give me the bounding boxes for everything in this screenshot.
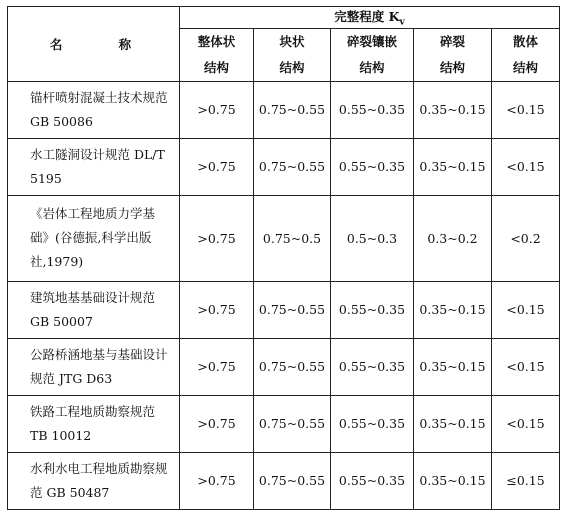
value-cell: <0.15: [492, 338, 560, 395]
value-cell: >0.75: [180, 452, 254, 509]
value-cell: >0.75: [180, 395, 254, 452]
value-cell: <0.15: [492, 281, 560, 338]
value-cell: <0.15: [492, 395, 560, 452]
value-cell: >0.75: [180, 138, 254, 195]
value-cell: 0.75~0.55: [254, 395, 331, 452]
col-header-mosaic: 碎裂镶嵌 结构: [331, 28, 414, 81]
row-name: 水利水电工程地质勘察规范 GB 50487: [8, 452, 180, 509]
value-cell: 0.35~0.15: [414, 452, 492, 509]
row-name: 锚杆喷射混凝土技术规范 GB 50086: [8, 81, 180, 138]
integrity-header-text: 完整程度 K: [334, 9, 400, 24]
value-cell: >0.75: [180, 195, 254, 281]
value-cell: 0.75~0.55: [254, 452, 331, 509]
integrity-header-subscript: v: [399, 17, 405, 28]
value-cell: 0.75~0.55: [254, 338, 331, 395]
value-cell: <0.15: [492, 81, 560, 138]
name-column-header: 名 称: [8, 7, 180, 82]
table-row: [8, 195, 560, 281]
table-row: [8, 452, 560, 509]
value-cell: <0.15: [492, 138, 560, 195]
value-cell: >0.75: [180, 338, 254, 395]
value-cell: 0.3~0.2: [414, 195, 492, 281]
value-cell: 0.35~0.15: [414, 81, 492, 138]
col-header-loose: 散体 结构: [492, 28, 560, 81]
col-header-fractured: 碎裂 结构: [414, 28, 492, 81]
value-cell: 0.35~0.15: [414, 281, 492, 338]
value-cell: 0.55~0.35: [331, 81, 414, 138]
row-name: 公路桥涵地基与基础设计规范 JTG D63: [8, 338, 180, 395]
row-name: 建筑地基基础设计规范 GB 50007: [8, 281, 180, 338]
col-header-integral: 整体状 结构: [180, 28, 254, 81]
row-name: 《岩体工程地质力学基础》(谷德振,科学出版社,1979): [8, 195, 180, 281]
value-cell: 0.55~0.35: [331, 281, 414, 338]
value-cell: >0.75: [180, 81, 254, 138]
value-cell: >0.75: [180, 281, 254, 338]
value-cell: 0.55~0.35: [331, 138, 414, 195]
value-cell: 0.55~0.35: [331, 395, 414, 452]
rock-integrity-table: [7, 6, 560, 510]
table-row: [8, 395, 560, 452]
table-row: [8, 338, 560, 395]
value-cell: <0.2: [492, 195, 560, 281]
value-cell: ≤0.15: [492, 452, 560, 509]
value-cell: 0.35~0.15: [414, 338, 492, 395]
row-name: 铁路工程地质勘察规范 TB 10012: [8, 395, 180, 452]
table-row: [8, 81, 560, 138]
value-cell: 0.75~0.55: [254, 138, 331, 195]
value-cell: 0.75~0.5: [254, 195, 331, 281]
table-row: [8, 138, 560, 195]
value-cell: 0.55~0.35: [331, 452, 414, 509]
value-cell: 0.5~0.3: [331, 195, 414, 281]
table-container: [7, 6, 560, 510]
value-cell: 0.75~0.55: [254, 81, 331, 138]
value-cell: 0.75~0.55: [254, 281, 331, 338]
integrity-group-header: [180, 7, 560, 29]
value-cell: 0.35~0.15: [414, 395, 492, 452]
value-cell: 0.55~0.35: [331, 338, 414, 395]
col-header-blocky: 块状 结构: [254, 28, 331, 81]
table-row: [8, 281, 560, 338]
row-name: 水工隧洞设计规范 DL/T 5195: [8, 138, 180, 195]
value-cell: 0.35~0.15: [414, 138, 492, 195]
